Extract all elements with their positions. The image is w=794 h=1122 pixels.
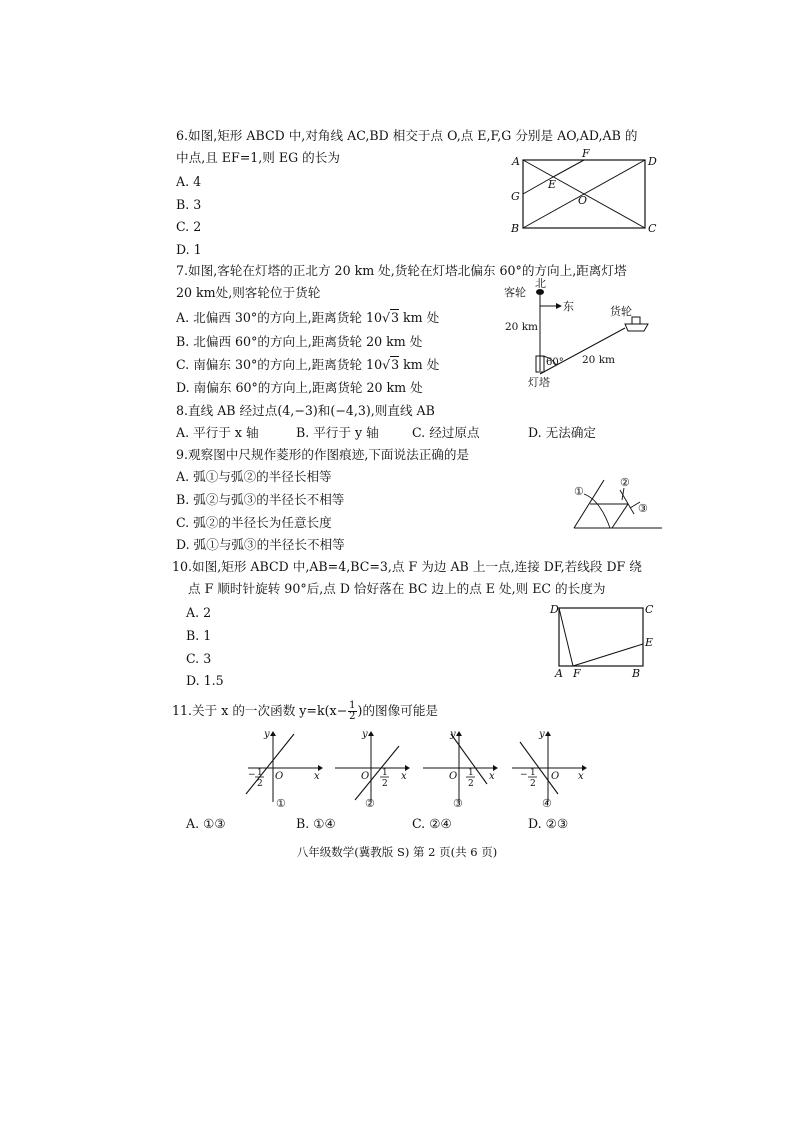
q7-option-a: A. 北偏西 30°的方向上,距离货轮 10√3 km 处 [176,310,440,325]
q6-label-c: C [648,222,657,235]
q10-figure-rectangle [546,600,658,684]
q7-label-passenger: 客轮 [504,286,526,299]
q11-option-c: C. ②④ [412,816,452,831]
svg-text:y: y [362,729,368,740]
q7-figure-navigation [500,276,660,398]
q6-label-g: G [511,190,520,203]
q7-label-cargo: 货轮 [610,305,632,318]
q6-label-f: F [582,147,590,160]
q11-graph-4 [508,728,590,814]
q9-option-b: B. 弧②与弧③的半径长不相等 [176,492,345,507]
q6-label-e: E [548,178,557,191]
q6-stem-line1: 6.如图,矩形 ABCD 中,对角线 AC,BD 相交于点 O,点 E,F,G 分别是 AO,AD,AB 的 [176,128,638,143]
svg-text:O: O [361,771,370,782]
q9-option-a: A. 弧①与弧②的半径长相等 [176,469,332,484]
svg-text:y: y [539,729,545,740]
q11-graph-2 [331,728,413,814]
q8-option-a: A. 平行于 x 轴 [176,425,259,440]
svg-text:−: − [520,770,528,780]
q9-label-arc2: ② [620,476,630,489]
cargo-ship-icon [625,324,648,331]
q9-figure-rhombus [570,474,665,538]
svg-text:1: 1 [257,768,263,778]
q10-stem-line2: 点 F 顺时针旋转 90°后,点 D 恰好落在 BC 边上的点 E 处,则 EC 的长度为 [188,581,606,596]
q8-stem: 8.直线 AB 经过点(4,−3)和(−4,3),则直线 AB [176,403,435,418]
svg-text:x: x [578,771,584,782]
q6-option-c: C. 2 [176,219,202,234]
q6-option-b: B. 3 [176,197,202,212]
q6-label-o: O [578,194,588,207]
q7-label-dist2: 20 km [582,354,616,366]
q10-label-e: E [645,636,654,649]
q9-stem: 9.观察图中尺规作菱形的作图痕迹,下面说法正确的是 [176,447,470,462]
svg-text:x: x [401,771,407,782]
svg-text:④: ④ [542,797,552,810]
q10-option-d: D. 1.5 [186,673,224,688]
svg-text:2: 2 [530,779,536,789]
q11-option-a: A. ①③ [186,816,226,831]
east-arrow-icon [556,303,562,309]
q7-label-angle: 60° [546,357,564,368]
svg-text:−: − [248,770,256,780]
svg-text:O: O [275,771,284,782]
q6-option-a: A. 4 [176,174,202,189]
q8-option-d: D. 无法确定 [528,425,597,440]
q7-stem-line2: 20 km处,则客轮位于货轮 [176,285,321,300]
q7-label-east: 东 [563,300,574,313]
svg-text:②: ② [365,797,375,810]
q9-option-d: D. 弧①与弧③的半径长不相等 [176,537,345,552]
q8-option-b: B. 平行于 y 轴 [296,425,379,440]
svg-text:1: 1 [530,768,536,778]
q6-label-a: A [512,155,520,168]
q6-option-d: D. 1 [176,242,202,257]
svg-text:x: x [314,771,320,782]
q11-graph-3 [419,728,501,814]
q10-stem-line1: 10.如图,矩形 ABCD 中,AB=4,BC=3,点 F 为边 AB 上一点,连接 DF,若线段 DF 绕 [172,559,642,574]
svg-text:O: O [449,771,458,782]
q9-label-arc3: ③ [638,502,648,515]
q11-stem: 11.关于 x 的一次函数 y=k(x− $\frac{1}{2}$ )的图像可能是 [172,700,439,722]
svg-text:O: O [551,771,560,782]
q7-option-c: C. 南偏东 30°的方向上,距离货轮 10√3 km 处 [176,357,440,372]
q10-label-c: C [645,603,654,616]
page-footer: 八年级数学(冀教版 S) 第 2 页(共 6 页) [296,845,498,859]
svg-text:③: ③ [453,797,463,810]
q11-graph-1 [244,728,326,814]
q10-option-c: C. 3 [186,651,212,666]
q6-label-d: D [648,155,657,168]
svg-text:2: 2 [382,779,388,789]
q9-option-c: C. 弧②的半径长为任意长度 [176,515,332,530]
q6-label-b: B [511,222,520,235]
svg-text:2: 2 [257,779,263,789]
q11-option-b: B. ①④ [296,816,336,831]
svg-text:1: 1 [468,768,474,778]
q7-label-north: 北 [535,277,546,290]
q10-label-d: D [550,603,559,616]
q11-option-d: D. ②③ [528,816,569,831]
q10-option-a: A. 2 [186,605,212,620]
q10-label-b: B [632,667,641,680]
q7-option-d: D. 南偏东 60°的方向上,距离货轮 20 km 处 [176,380,423,395]
q7-label-tower: 灯塔 [528,376,550,389]
q9-label-arc1: ① [574,485,584,498]
svg-text:①: ① [276,797,286,810]
q6-figure-rectangle [508,147,658,242]
svg-text:y: y [450,729,456,740]
q10-option-b: B. 1 [186,628,212,643]
q8-option-c: C. 经过原点 [412,425,480,440]
q6-stem-line2: 中点,且 EF=1,则 EG 的长为 [176,150,340,165]
q7-option-b: B. 北偏西 60°的方向上,距离货轮 20 km 处 [176,334,423,349]
q7-stem-line1: 7.如图,客轮在灯塔的正北方 20 km 处,货轮在灯塔北偏东 60°的方向上,距离灯塔 [176,263,627,278]
svg-text:1: 1 [382,768,388,778]
svg-text:x: x [489,771,495,782]
q7-label-dist1: 20 km [505,321,539,333]
q10-label-a: A [555,667,563,680]
q10-label-f: F [573,667,581,680]
svg-text:2: 2 [468,779,474,789]
svg-text:y: y [264,729,270,740]
